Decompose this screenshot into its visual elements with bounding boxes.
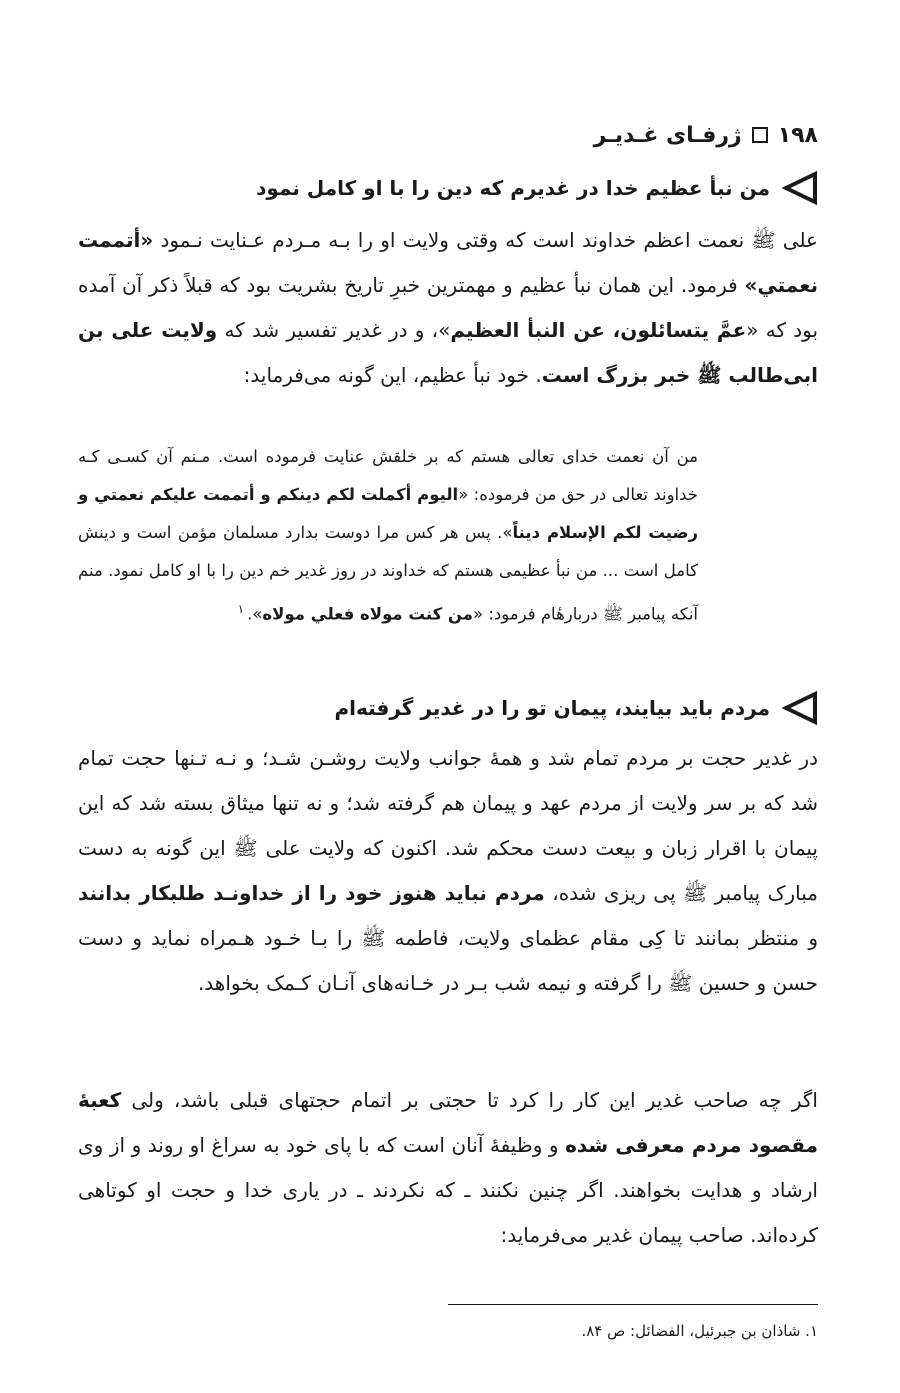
section-heading-text: من نبأ عظیم خدا در غدیرم که دین را با او کامل نمود [256,176,770,200]
paragraph-text: . خود نبأ عظیم، این گونه می‌فرماید: [243,363,542,387]
triangle-marker-icon [782,690,818,726]
body-paragraph-2 [78,736,818,1006]
book-title: ژرفـای غـدیـر [593,122,742,148]
paragraph-bold-text: ولایت علی بن ابی‌طالب ﷺ خبر بزرگ است [78,318,818,387]
quote-text: ». پس هر کس مرا دوست بدارد مسلمان مؤمن است و دینش کامل است ... من نبأ عظیمی هستم که خداوند در روز غدیر خم دین را با او کامل نمود. منم آنکه پیامبر ﷺ دربارهٔام فرمود: « [78,523,698,624]
triangle-marker-icon [782,170,818,206]
paragraph-text: علی ﷺ نعمت اعظم خداوند است که وقتی ولایت او را بـه مـردم عـنایت نـمود [153,228,818,252]
page-number: ۱۹۸ [777,122,818,148]
footnote-reference[interactable]: ۱ [237,602,245,616]
paragraph-bold-text: عمَّ یتسائلون، عن النبأ العظیم [450,318,747,342]
body-paragraph-3 [78,1078,818,1258]
paragraph-text: و منتظر بمانند تا کِی مقام عظمای ولایت، فاطمه ﷺ را بـا خـود هـمراه نماید و دست حسن و حسین ﷺ را گرفته و نیمه شب بـر در خـانه‌های آنـان کـمک بخواهد. [78,926,818,995]
section-heading-2 [78,690,818,726]
quotation-block [78,438,698,634]
body-paragraph-1 [78,218,818,398]
paragraph-bold-text: «أتممت نعمتي» [78,228,818,297]
quote-text: ». [247,604,263,624]
quote-bold-text: الیوم أکملت لکم دینکم و أتممت علیکم نعمتي و رضیت لکم الإسلام دیناً [78,485,698,542]
paragraph-bold-text: کعبهٔ مقصود مردم معرفی شده [78,1088,818,1157]
quote-text: من آن نعمت خدای تعالی هستم که بر خلقش عنایت فرموده است. مـنم آن کسـی کـه خداوند تعالی در حق من فرموده: « [78,447,699,504]
quote-bold-text: من کنت مولاه فعلي مولاه [262,604,473,624]
paragraph-bold-text: مردم نباید هنوز خود را از خداونـد طلبکار بدانند [78,881,545,905]
footnote: ۱. شاذان بن جبرئیل، الفضائل: ص ۸۴. [581,1322,818,1340]
footnote-divider [448,1304,818,1305]
paragraph-text: فرمود. این همان نبأ عظیم و مهمترین خبرِ تاریخ بشریت بود که قبلاً ذکر آن آمده بود که « [78,273,819,342]
section-heading-text: مردم باید بیایند، پیمان تو را در غدیر گرفته‌ام [334,696,770,720]
paragraph-text: »، و در غدیر تفسیر شد که [217,318,451,342]
paragraph-text: اگر چه صاحب غدیر این کار را کرد تا حجتی بر اتمام حجتهای قبلی باشد، ولی [121,1088,818,1112]
section-heading-1 [78,170,818,206]
square-bullet-icon [752,127,768,143]
paragraph-text: در غدیر حجت بر مردم تمام شد و همهٔ جوانب ولایت روشـن شـد؛ و نـه تـنها حجت تمام شد که بر سر ولایت از مردم عهد و پیمان هم گرفته شد؛ و نه تنها میثاق بسته شد که این پیمان با اقرار زبان و بیعت دست محکم شد. اکنون که ولایت علی ﷺ این گونه به دست مبارک پیامبر ﷺ پی ریزی شده، [78,746,818,905]
running-header [78,118,818,152]
paragraph-text: و وظیفهٔ آنان است که با پای خود به سراغ او روند و از وی ارشاد و هدایت بخواهند. اگر چنین نکنند ـ که نکردند ـ در یاری خدا و حجت او کوتاهی کرده‌اند. صاحب پیمان غدیر می‌فرماید: [78,1133,818,1247]
